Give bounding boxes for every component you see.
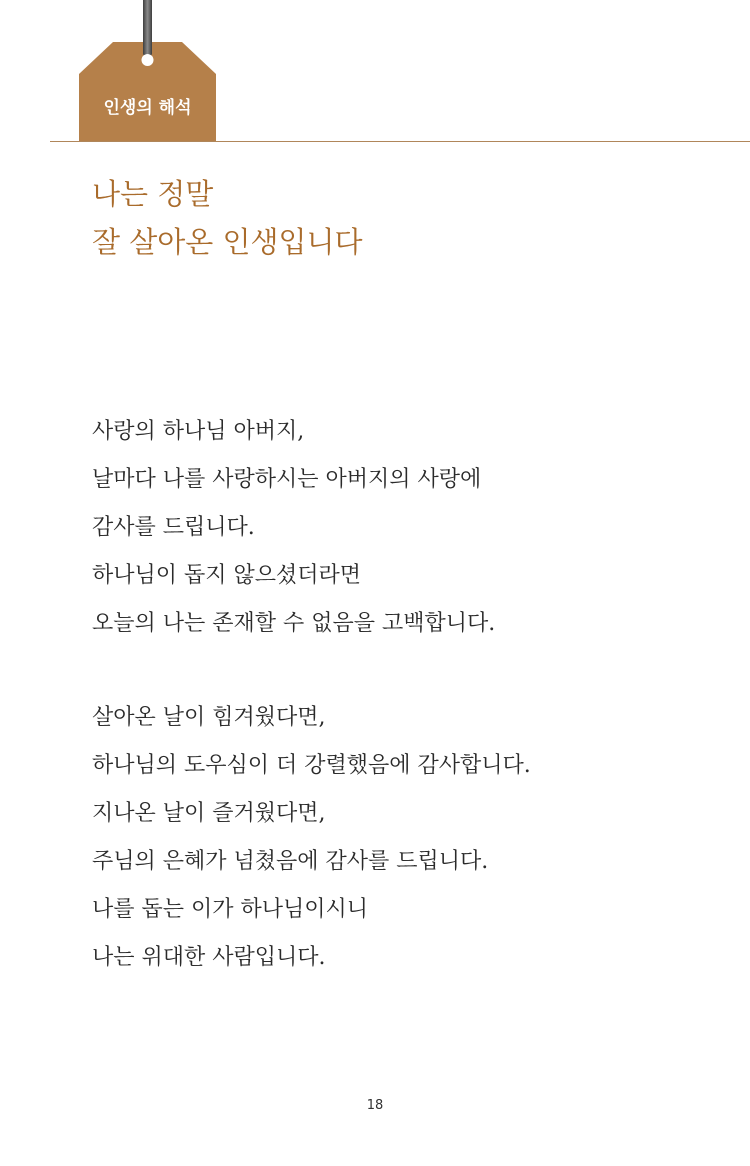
page-number: 18 <box>366 1098 384 1113</box>
text-line: 하나님이 돕지 않으셨더라면 <box>92 563 362 588</box>
text-line: 감사를 드립니다. <box>92 515 255 540</box>
text-line: 살아온 날이 힘겨웠다면, <box>92 705 326 730</box>
text-line: 나는 위대한 사람입니다. <box>92 945 326 970</box>
text-line: 사랑의 하나님 아버지, <box>92 419 305 444</box>
section-tag-label: 인생의 해석 <box>103 98 192 118</box>
stanza <box>92 694 531 982</box>
tag-icon <box>79 0 216 142</box>
text-line: 오늘의 나는 존재할 수 없음을 고백합니다. <box>92 611 496 636</box>
title-line: 나는 정말 <box>92 177 214 211</box>
header-divider <box>50 141 750 142</box>
stanza <box>92 408 531 648</box>
text-line: 지나온 날이 즐거웠다면, <box>92 801 326 826</box>
stanza-spacer <box>92 648 531 694</box>
text-line: 하나님의 도우심이 더 강렬했음에 감사합니다. <box>92 753 531 778</box>
section-tag <box>79 0 216 142</box>
title-line: 잘 살아온 인생입니다 <box>92 225 363 259</box>
text-line: 나를 돕는 이가 하나님이시니 <box>92 897 369 922</box>
prayer-text <box>92 408 531 982</box>
text-line: 주님의 은혜가 넘쳤음에 감사를 드립니다. <box>92 849 489 874</box>
page-title <box>92 170 363 266</box>
text-line: 날마다 나를 사랑하시는 아버지의 사랑에 <box>92 467 482 492</box>
